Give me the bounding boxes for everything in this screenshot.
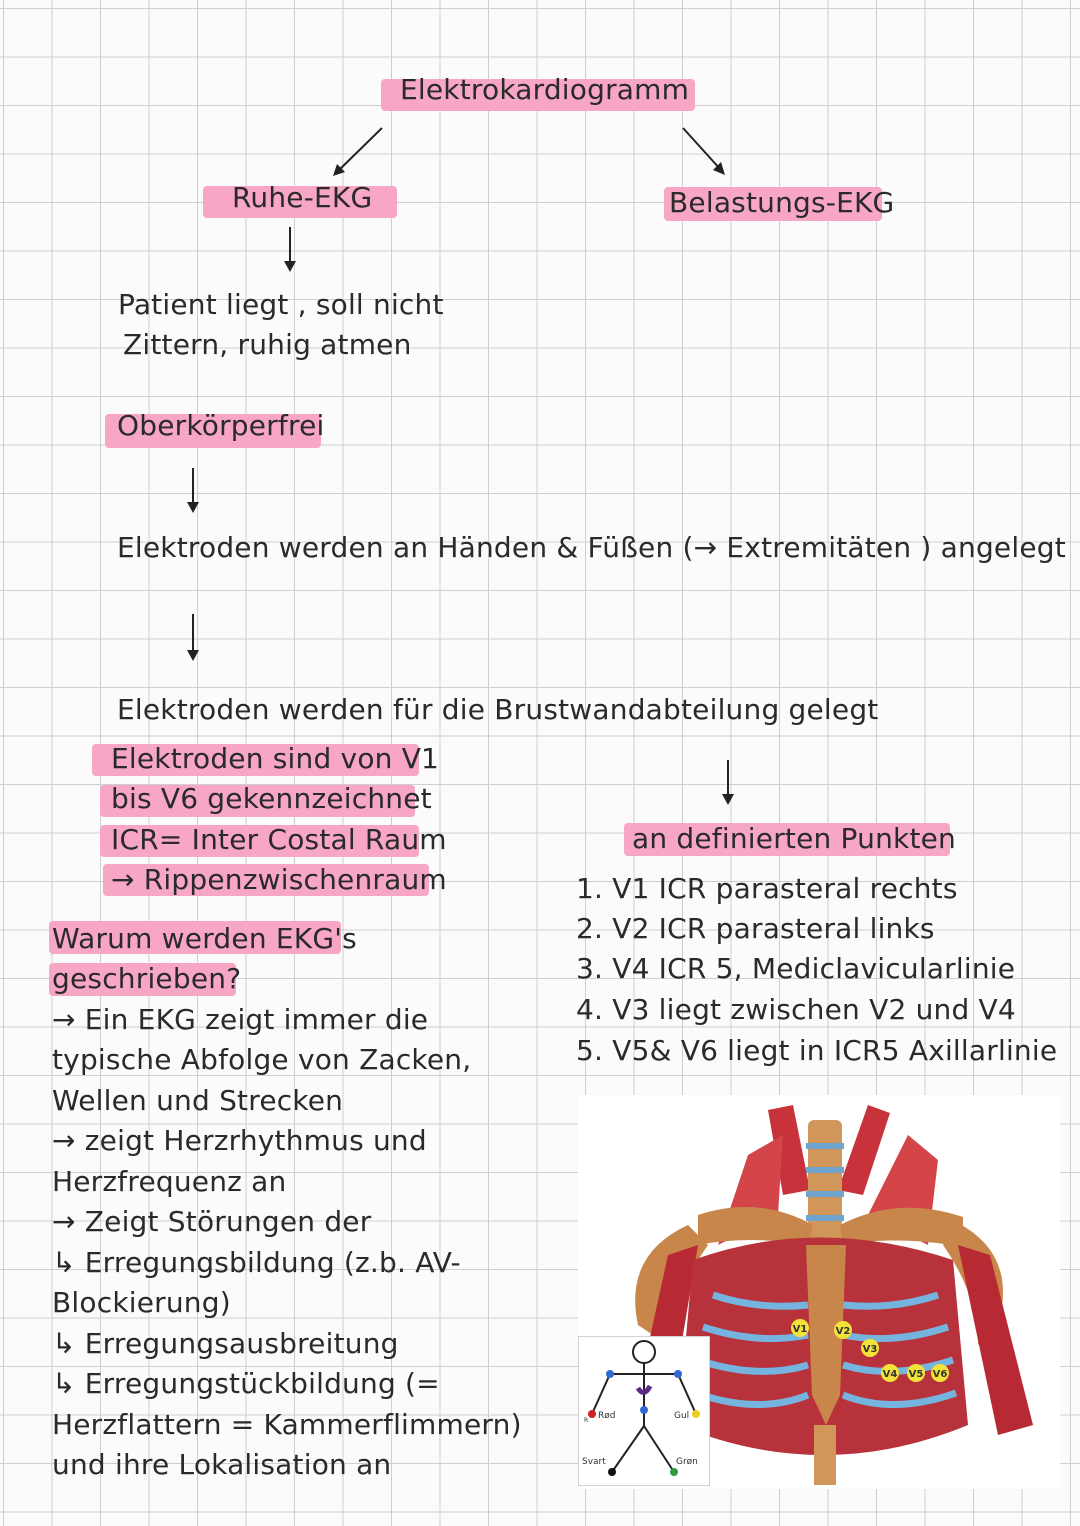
- elektroden-line-4: → Rippenzwischenraum: [111, 863, 447, 896]
- warum-line-10: ↳ Erregungstückbildung (=: [52, 1367, 440, 1400]
- arrow-to-belastungs-ekg: [675, 122, 735, 182]
- warum-line-7: ↳ Erregungsbildung (z.b. AV-: [52, 1246, 461, 1279]
- ruhe-line-1: Patient liegt , soll nicht: [118, 288, 444, 321]
- ruhe-ekg-label: Ruhe-EKG: [232, 181, 373, 214]
- limb-label-yellow: Gul: [674, 1411, 690, 1421]
- arrow-down-3: [183, 612, 203, 664]
- warum-heading-2: geschrieben?: [52, 962, 242, 995]
- arrow-down-2: [183, 466, 203, 516]
- warum-line-2: typische Abfolge von Zacken,: [52, 1043, 472, 1076]
- warum-line-3: Wellen und Strecken: [52, 1084, 344, 1117]
- arrow-down-1: [280, 225, 300, 275]
- elektroden-line-3: ICR= Inter Costal Raum: [111, 823, 447, 856]
- warum-line-11: Herzflattern = Kammerflimmern): [52, 1408, 522, 1441]
- limb-label-black: Svart: [582, 1457, 606, 1467]
- warum-line-9: ↳ Erregungsausbreitung: [52, 1327, 399, 1360]
- punkte-item-1: 1. V1 ICR parasteral rechts: [576, 872, 958, 905]
- electrode-label-v1: V1: [792, 1324, 808, 1335]
- arrow-down-4: [718, 758, 738, 808]
- warum-line-1: → Ein EKG zeigt immer die: [52, 1003, 429, 1036]
- electrode-label-v4: V4: [882, 1369, 898, 1380]
- punkte-heading: an definierten Punkten: [632, 822, 957, 855]
- punkte-item-3: 3. V4 ICR 5, Mediclavicularlinie: [576, 952, 1016, 985]
- limb-label-green: Grøn: [676, 1457, 698, 1467]
- electrode-label-v3: V3: [862, 1344, 878, 1355]
- limb-label-r: R: [584, 1417, 589, 1424]
- elektroden-line-2: bis V6 gekennzeichnet: [111, 782, 432, 815]
- electrode-label-v5: V5: [908, 1369, 924, 1380]
- oberkoerperfrei-label: Oberkörperfrei: [117, 409, 325, 442]
- brustwand-line: Elektroden werden für die Brustwandabteilung gelegt: [117, 693, 879, 726]
- ruhe-line-2: Zittern, ruhig atmen: [123, 328, 412, 361]
- electrode-label-v6: V6: [932, 1369, 948, 1380]
- electrode-label-v2: V2: [835, 1326, 851, 1337]
- page-title: Elektrokardiogramm: [400, 73, 690, 106]
- elektroden-line-1: Elektroden sind von V1: [111, 742, 440, 775]
- belastungs-ekg-label: Belastungs-EKG: [669, 186, 895, 219]
- warum-line-6: → Zeigt Störungen der: [52, 1205, 372, 1238]
- punkte-item-2: 2. V2 ICR parasteral links: [576, 912, 935, 945]
- warum-heading-1: Warum werden EKG's: [52, 922, 357, 955]
- warum-line-12: und ihre Lokalisation an: [52, 1448, 392, 1481]
- warum-line-4: → zeigt Herzrhythmus und: [52, 1124, 427, 1157]
- warum-line-8: Blockierung): [52, 1286, 231, 1319]
- warum-line-5: Herzfrequenz an: [52, 1165, 287, 1198]
- limb-label-red: Rød: [598, 1411, 616, 1421]
- limb-electrode-diagram: [578, 1336, 710, 1486]
- punkte-item-5: 5. V5& V6 liegt in ICR5 Axillarlinie: [576, 1034, 1058, 1067]
- extremitaeten-line: Elektroden werden an Händen & Füßen (→ Extremitäten ) angelegt: [117, 531, 1066, 564]
- punkte-item-4: 4. V3 liegt zwischen V2 und V4: [576, 993, 1016, 1026]
- arrow-to-ruhe-ekg: [325, 122, 390, 182]
